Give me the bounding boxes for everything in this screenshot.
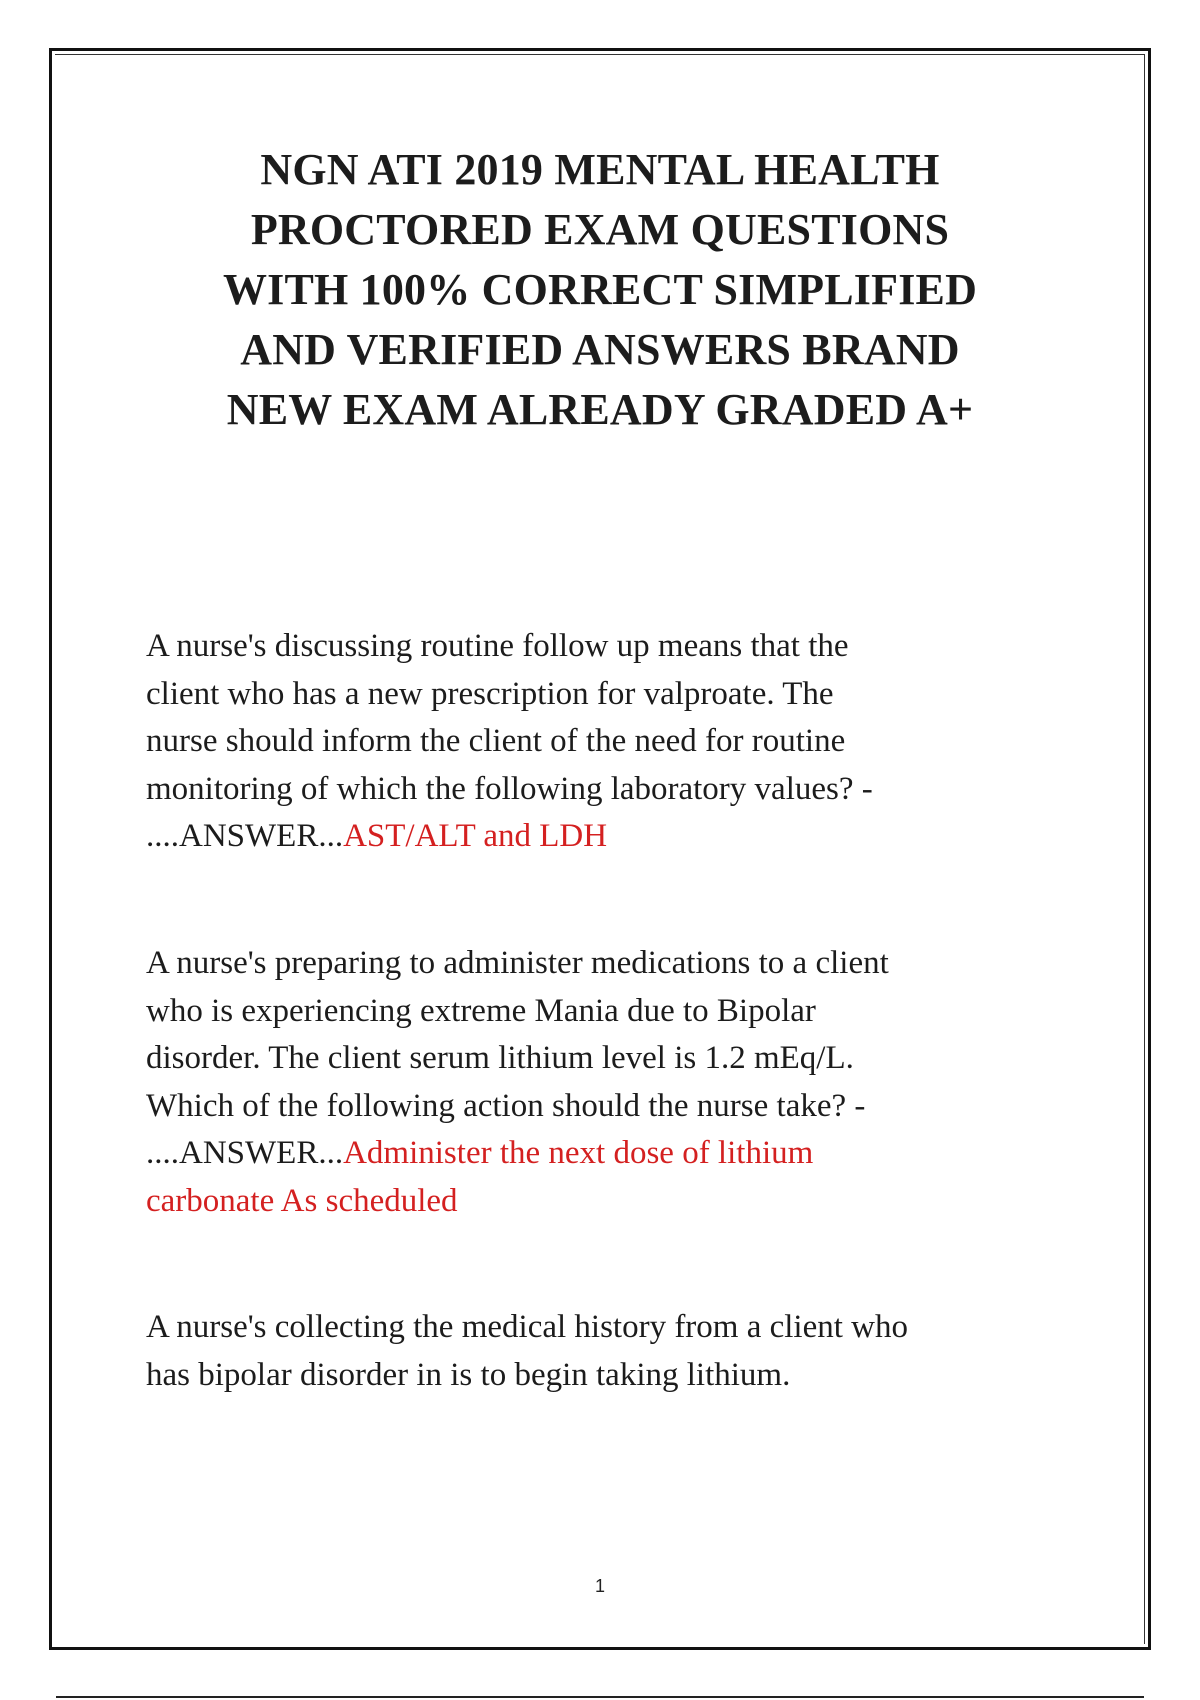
answer-text: Administer the next dose of lithium bbox=[343, 1135, 814, 1171]
question-line: A nurse's preparing to administer medications to a client bbox=[146, 945, 889, 981]
question-block-3 bbox=[146, 1304, 1076, 1399]
answer-prefix: ....ANSWER... bbox=[146, 818, 344, 854]
answer-text: carbonate As scheduled bbox=[146, 1182, 458, 1219]
title-line: NGN ATI 2019 MENTAL HEALTH bbox=[260, 145, 940, 194]
title-line: PROCTORED EXAM QUESTIONS bbox=[250, 205, 950, 254]
answer-text: AST/ALT and LDH bbox=[343, 818, 608, 854]
title-line: AND VERIFIED ANSWERS BRAND bbox=[240, 325, 960, 374]
question-line: Which of the following action should the nurse take? - bbox=[146, 1087, 866, 1124]
title-line: NEW EXAM ALREADY GRADED A+ bbox=[226, 385, 974, 434]
question-line: nurse should inform the client of the need for routine bbox=[146, 723, 846, 759]
document-title bbox=[120, 140, 1080, 440]
question-block-2 bbox=[146, 940, 1076, 1225]
question-line: A nurse's discussing routine follow up means that the bbox=[146, 628, 849, 664]
question-block-1 bbox=[146, 623, 1076, 861]
question-line: monitoring of which the following laboratory values? - bbox=[146, 770, 873, 807]
question-line: client who has a new prescription for valproate. The bbox=[146, 675, 834, 712]
question-line: who is experiencing extreme Mania due to Bipolar bbox=[146, 992, 816, 1029]
question-line: A nurse's collecting the medical history from a client who bbox=[146, 1309, 908, 1345]
answer-prefix: ....ANSWER... bbox=[146, 1135, 344, 1171]
page-number: 1 bbox=[594, 1576, 605, 1596]
question-line: has bipolar disorder in is to begin taking lithium. bbox=[146, 1356, 791, 1393]
next-page-edge-divider bbox=[56, 1696, 1144, 1698]
question-line: disorder. The client serum lithium level is 1.2 mEq/L. bbox=[146, 1040, 854, 1076]
title-line: WITH 100% CORRECT SIMPLIFIED bbox=[222, 265, 978, 314]
